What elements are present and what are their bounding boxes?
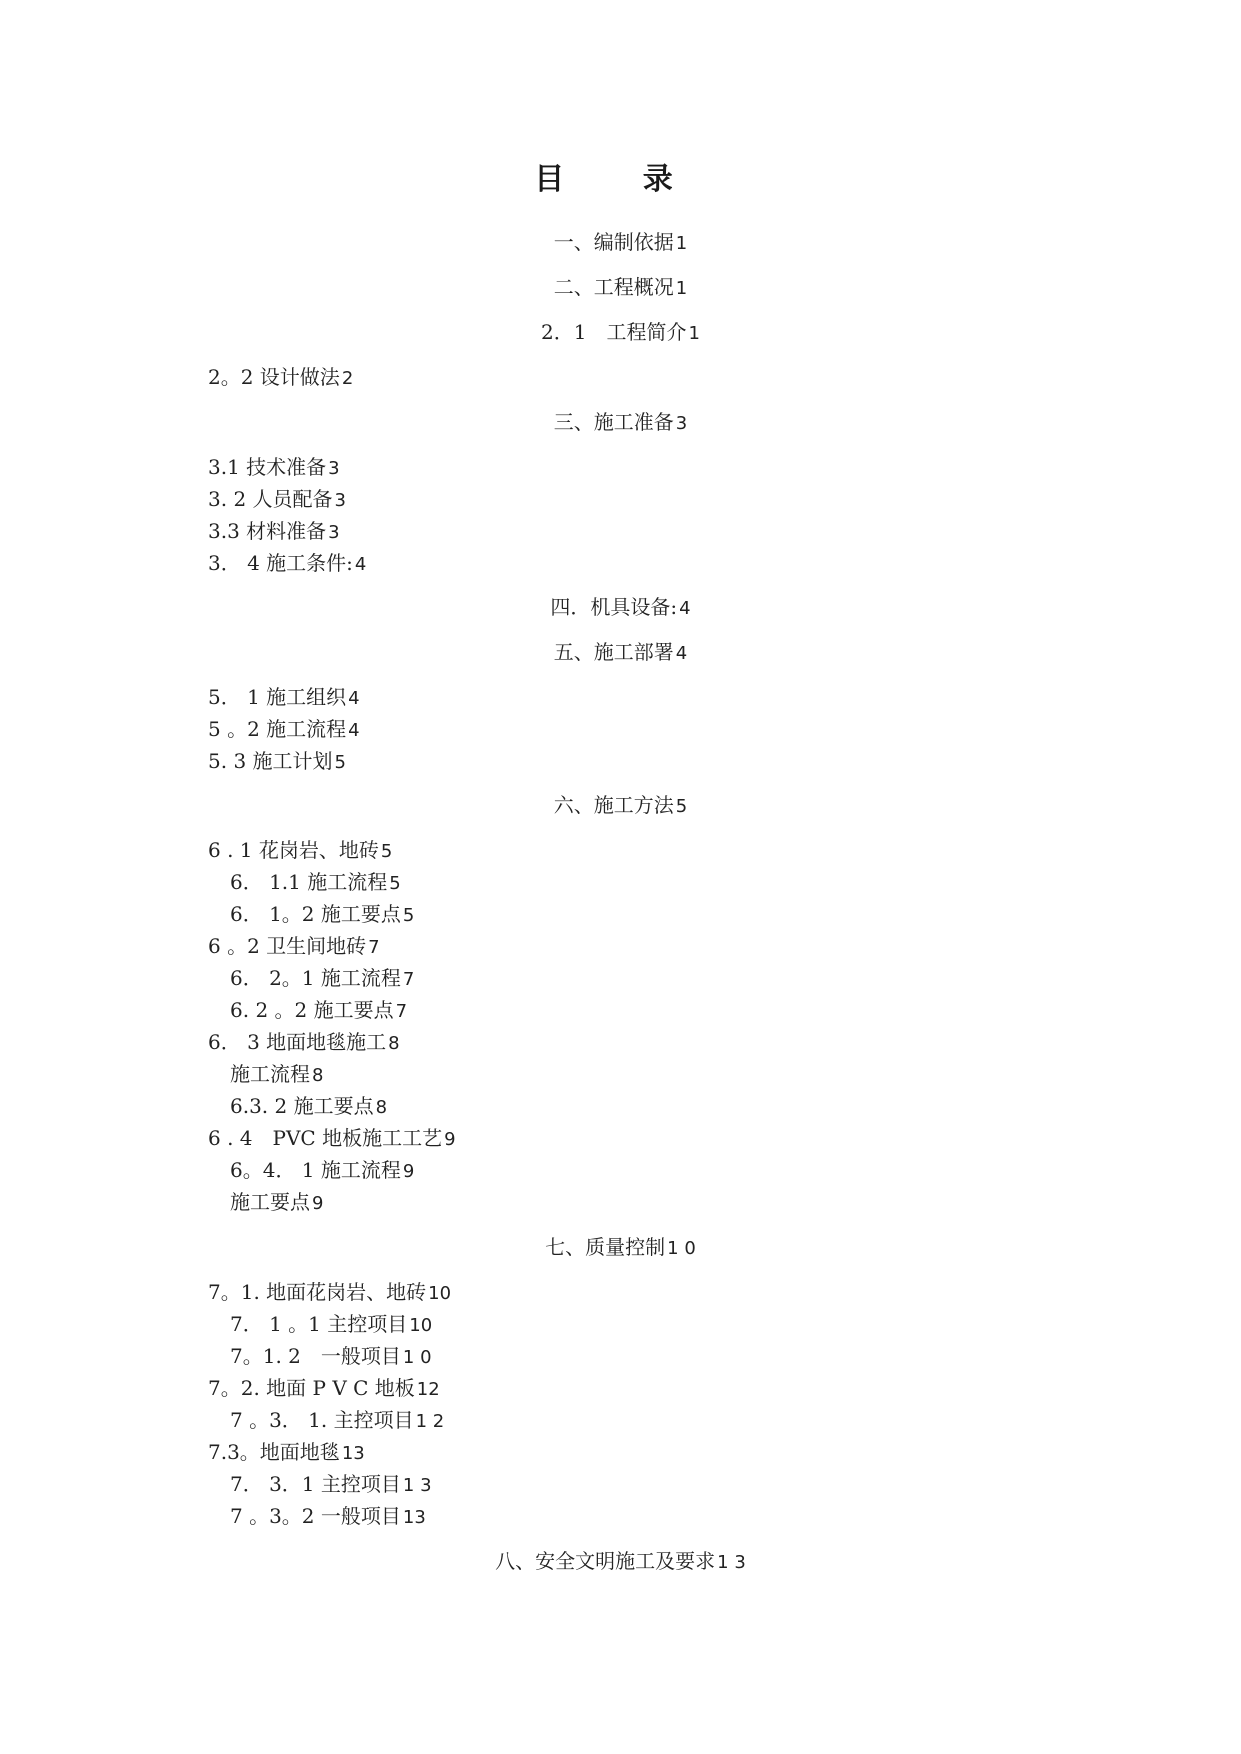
toc-entry[interactable] [230,1189,323,1217]
toc-entry-text: 八、安全文明施工及要求 [495,1549,716,1573]
toc-entry[interactable] [0,409,1241,437]
toc-page-number: 10 [409,1315,433,1336]
toc-entry[interactable] [208,837,392,865]
toc-entry-text: 7． 3．1 主控项目 [230,1472,401,1496]
toc-page-number: 4 [679,598,691,619]
toc-entry-text: 7。2. 地面 P V C 地板 [208,1376,415,1400]
toc-entry-text: 3. 2 人员配备 [208,487,333,511]
toc-entry[interactable] [208,748,346,776]
toc-page-number: 4 [348,688,360,709]
toc-page-number: 9 [402,1161,415,1182]
toc-page-number: 1 [688,323,700,344]
toc-page-number: 13 [402,1507,426,1528]
toc-entry[interactable] [208,1029,400,1057]
toc-page-number: 3 [675,413,688,434]
toc-entry-text: 六、施工方法 [553,793,674,817]
toc-page-number: 3 [328,522,340,543]
toc-entry-text: 施工流程 [230,1062,310,1086]
toc-entry-text: 2．1 工程简介 [541,320,687,344]
toc-entry-text: 6． 1。2 施工要点 [230,902,401,926]
toc-entry-text: 三、施工准备 [553,410,674,434]
toc-entry[interactable] [0,594,1241,622]
toc-entry[interactable] [0,792,1241,820]
toc-page-number: 5 [402,905,415,926]
toc-page-number: 9 [312,1193,324,1214]
toc-entry[interactable] [0,1548,1241,1576]
toc-page-number: 5 [380,841,393,862]
toc-entry-text: 6 . 1 花岗岩、地砖 [208,838,379,862]
toc-page-number: 10 [428,1283,452,1304]
toc-entry-text: 5． 1 施工组织 [208,685,347,709]
toc-entry[interactable] [208,1375,440,1403]
toc-entry-text: 五、施工部署 [553,640,674,664]
toc-entry[interactable] [230,1471,432,1499]
toc-entry[interactable] [230,1343,432,1371]
toc-page-number: 1 0 [667,1238,696,1259]
toc-page-number: 1 [675,233,688,254]
toc-entry-text: 7 。3． 1. 主控项目 [230,1408,414,1432]
toc-entry[interactable] [230,1061,323,1089]
toc-entry-text: 施工要点 [230,1190,310,1214]
toc-page-number: 8 [312,1065,324,1086]
toc-entry-text: 6.3. 2 施工要点 [230,1094,374,1118]
toc-entry-text: 3.3 材料准备 [208,519,327,543]
toc-entry-text: 2。2 设计做法 [208,365,340,389]
toc-entry-text: 6 。2 卫生间地砖 [208,934,367,958]
toc-entry[interactable] [208,684,360,712]
toc-entry-text: 7． 1 。1 主控项目 [230,1312,408,1336]
toc-page-number: 7 [368,937,380,958]
toc-page-number: 4 [675,643,688,664]
toc-entry[interactable] [230,1093,387,1121]
toc-entry-text: 3． 4 施工条件: [208,551,353,575]
toc-entry[interactable] [208,550,366,578]
toc-page-number: 7 [395,1001,408,1022]
toc-entry[interactable] [0,319,1241,347]
toc-entry-text: 四．机具设备: [550,595,678,619]
toc-entry-text: 6 . 4 PVC 地板施工工艺 [208,1126,443,1150]
toc-entry[interactable] [208,716,360,744]
toc-entry[interactable] [230,997,407,1025]
toc-page-number: 3 [334,490,346,511]
toc-entry[interactable] [208,486,346,514]
toc-entry-text: 6。4． 1 施工流程 [230,1158,401,1182]
toc-entry[interactable] [230,1157,414,1185]
toc-page-number: 3 [328,458,340,479]
toc-entry-text: 7.3。地面地毯 [208,1440,340,1464]
toc-page-number: 1 [675,278,688,299]
toc-page-number: 7 [402,969,415,990]
toc-entry[interactable] [230,965,414,993]
toc-entry[interactable] [208,454,340,482]
toc-entry[interactable] [208,1279,451,1307]
toc-entry-text: 6． 2。1 施工流程 [230,966,401,990]
toc-entry[interactable] [0,274,1241,302]
toc-page-number: 9 [444,1129,456,1150]
toc-page-number: 1 0 [402,1347,432,1368]
toc-entry-text: 6. 2 。2 施工要点 [230,998,394,1022]
toc-page-number: 12 [416,1379,440,1400]
toc-entry-text: 6． 3 地面地毯施工 [208,1030,387,1054]
toc-entry[interactable] [208,364,353,392]
toc-entry[interactable] [0,639,1241,667]
toc-entry[interactable] [208,518,340,546]
toc-entry-text: 5. 3 施工计划 [208,749,333,773]
toc-entry-text: 一、编制依据 [553,230,674,254]
toc-page-number: 1 2 [415,1411,445,1432]
toc-entry-text: 5 。2 施工流程 [208,717,347,741]
toc-entry-text: 二、工程概况 [553,275,674,299]
toc-entry-text: 3.1 技术准备 [208,455,327,479]
toc-entry-text: 7。1. 2 一般项目 [230,1344,401,1368]
toc-entry-text: 7 。3。2 一般项目 [230,1504,401,1528]
toc-entry-text: 七、质量控制 [545,1235,666,1259]
toc-entry[interactable] [0,229,1241,257]
toc-title: 目 录 [534,162,707,197]
toc-entry[interactable] [230,901,414,929]
toc-page-number: 8 [388,1033,400,1054]
toc-entry[interactable] [0,1234,1241,1262]
toc-entry[interactable] [230,869,401,897]
toc-entry[interactable] [208,933,380,961]
toc-entry[interactable] [208,1439,365,1467]
toc-page-number: 5 [334,752,346,773]
toc-page-number: 13 [341,1443,365,1464]
toc-page-number: 5 [675,796,688,817]
toc-page-number: 1 3 [717,1552,746,1573]
toc-entry[interactable] [230,1407,444,1435]
toc-entry[interactable] [230,1311,432,1339]
toc-entry-text: 7。1. 地面花岗岩、地砖 [208,1280,427,1304]
toc-page-number: 8 [375,1097,388,1118]
toc-page-number: 5 [389,873,401,894]
toc-page-number: 4 [348,720,360,741]
toc-entry[interactable] [230,1503,426,1531]
toc-page-number: 4 [354,554,367,575]
toc-entry[interactable] [208,1125,456,1153]
toc-page-number: 1 3 [402,1475,432,1496]
toc-page-number: 2 [341,368,354,389]
toc-entry-text: 6． 1.1 施工流程 [230,870,388,894]
